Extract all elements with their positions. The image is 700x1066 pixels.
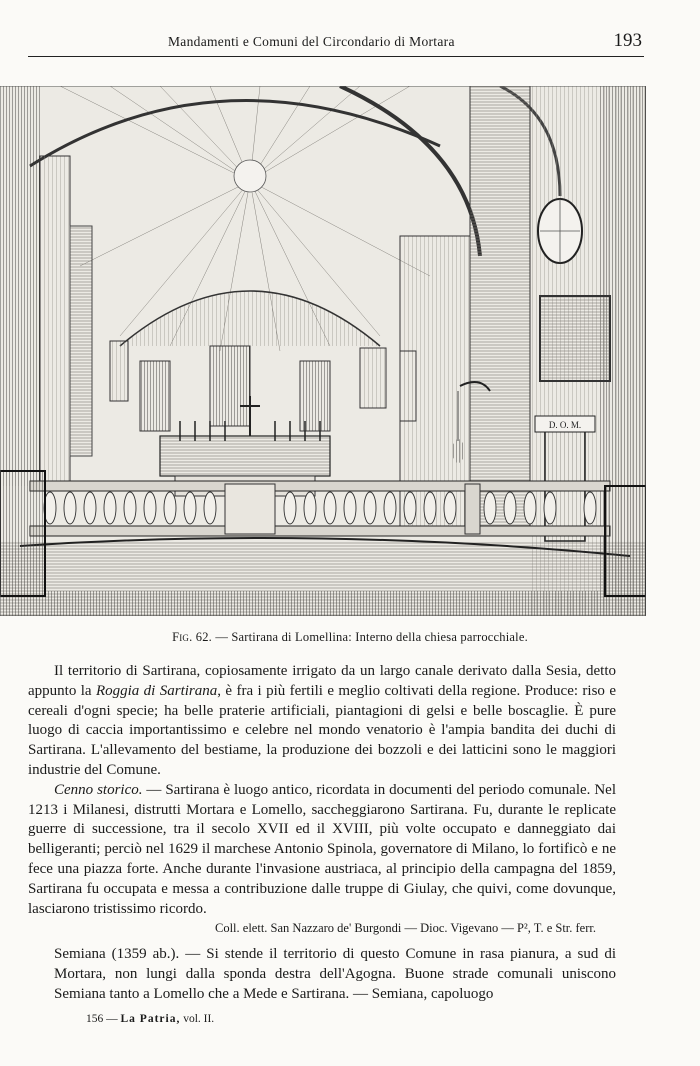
history-text: — Sartirana è luogo antico, ricordata in documenti del periodo comunale. Nel 1213 i Milanesi, distrutti Mortara e Lomello, saccheggiarono Sartirana. Fu, durante le replicate guerre di successione, tra il secolo XVII ed il XVIII, più volte occupato e danneggiato dai belligeranti; perciò nel 1629 il marchese Antonio Spinola, governatore di Milano, lo fortificò e ne fece una piazza forte. Anche durante l'invasione austriaca, al principio della campagna del 1859, Sartirana fu occupata e messa a contribuzione dalle truppe di Giulay, che quivi, come dovunque, lasciarono tristissimo ricordo.	[28, 781, 616, 917]
para1-text-b: , è fra i più fertili e meglio coltivati della regione. Produce: riso e cereali d'ogni specie; ha belle praterie artificiali, piantagioni di gelsi e belle boscaglie. È pure luogo di caccia importantissimo e celebre nel mondo venatorio è l'ampia bandita dei duchi di Sartirana. L'allevamento del bestiame, la produzione dei bozzoli e dei latticini sono le maggiori industrie del Comune.	[28, 682, 616, 778]
volume-label: vol. II.	[183, 1013, 215, 1025]
roggia-name: Roggia di Sartirana	[95, 682, 218, 699]
semiana-text: (1359 ab.). — Si stende il territorio di questo Comune in rasa pianura, a sud di Mortara, non lungi dalla sponda destra dell'Agogna. Buone strade comunali uniscono Semiana tanto a Lomello che a Mede e Sartirana. — Semiana, capoluogo	[54, 946, 616, 1002]
figure-caption	[0, 630, 700, 645]
signature-footer	[86, 1013, 214, 1025]
running-title: Mandamenti e Comuni del Circondario di Mortara	[168, 34, 455, 49]
figure-caption-text: — Sartirana di Lomellina: Interno della chiesa parrocchiale.	[215, 630, 528, 644]
article-body	[28, 662, 616, 1005]
history-heading: Cenno storico.	[54, 781, 143, 798]
paragraph-semiana	[28, 945, 616, 1004]
para1-text-a: Il territorio di Sartirana, copiosamente irrigato da un largo canale derivato dalla Sesia, detto appunto la	[28, 663, 616, 699]
figure-label: Fig. 62.	[172, 630, 213, 644]
publication-name: La Patria,	[120, 1013, 181, 1025]
church-interior-engraving	[0, 86, 646, 616]
paragraph-history	[28, 781, 616, 920]
sheet-number: 156 —	[86, 1013, 118, 1025]
page-number: 193	[613, 30, 642, 51]
paragraph-territory	[28, 662, 616, 781]
running-header	[28, 30, 644, 57]
semiana-section	[28, 945, 616, 1004]
semiana-heading: Semiana	[54, 946, 106, 963]
electoral-info-line: Coll. elett. San Nazzaro de' Burgondi — Dioc. Vigevano — P², T. e Str. ferr.	[215, 921, 596, 936]
door-inscription: D. O. M.	[548, 420, 582, 430]
